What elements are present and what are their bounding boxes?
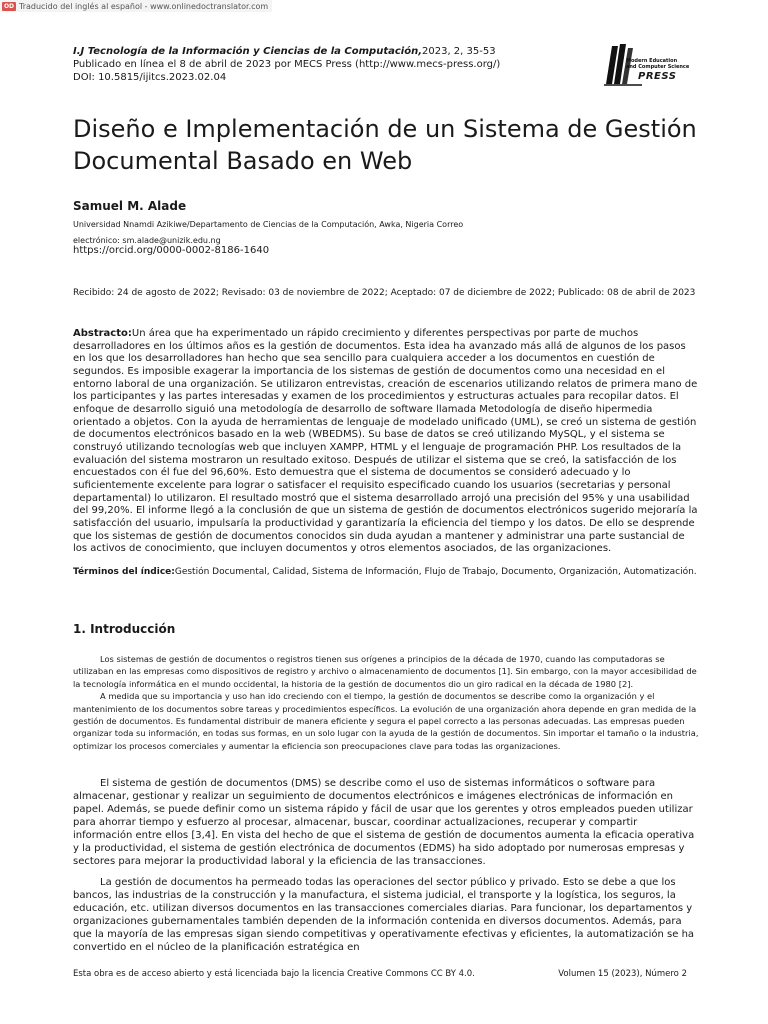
- journal-name: I.J Tecnología de la Información y Ciencias de la Computación,: [73, 46, 422, 57]
- translator-banner[interactable]: [0, 0, 272, 12]
- index-terms: [73, 567, 699, 577]
- logo-press: PRESS: [638, 71, 677, 82]
- intro-paragraph-2: A medida que su importancia y uso han ido creciendo con el tiempo, la gestión de documentos se describe como la organización y el mantenimiento de los documentos sobre tareas y procedimientos específicos. La evolución de una organización ahora depende en gran medida de la gestión de documentos. Es fundamental distribuir de manera eficiente y segura el papel correcto a las personas adecuadas. Las empresas pueden organizar toda su información, en todas sus formas, en un solo lugar con la ayuda de la gestión de documentos. Sin importar el tamaño o la industria, optimizar los procesos comerciales y aumentar la eficiencia son preocupaciones clave para todas las organizaciones.: [73, 691, 699, 751]
- journal-header: [73, 45, 593, 84]
- intro-paragraph-3: El sistema de gestión de documentos (DMS) se describe como el uso de sistemas informáticos o software para almacenar, gestionar y realizar un seguimiento de documentos electrónicos e imágenes electrónicas de información en papel. Además, se puede definir como un sistema rápido y fácil de usar que los gerentes y otros empleados pueden utilizar para ahorrar tiempo y esfuerzo al procesar, almacenar, buscar, coordinar actualizaciones, recuperar y compartir información entre ellos [3,4]. En vista del hecho de que el sistema de gestión de documentos aumenta la eficacia operativa y la productividad, el sistema de gestión electrónica de documentos (EDMS) ha sido adoptado por numerosas empresas y sectores para mejorar la productividad laboral y la eficiencia de las transacciones.: [73, 778, 695, 867]
- intro-paragraph-1: Los sistemas de gestión de documentos o registros tienen sus orígenes a principios de la década de 1970, cuando las computadoras se utilizaban en las empresas como dispositivos de registro y archivo o almacenamiento de documentos [1]. Sin embargo, con la mayor accesibilidad de la tecnología informática en el mundo occidental, la historia de la gestión de documentos dio un giro radical en la década de 1980 [2].: [73, 654, 697, 689]
- footer-license: Esta obra es de acceso abierto y está licenciada bajo la licencia Creative Commons CC BY 4.0.: [73, 969, 475, 979]
- journal-issue: 2023, 2, 35-53: [422, 46, 496, 57]
- translator-banner-text[interactable]: Traducido del inglés al español - www.onlinedoctranslator.com: [19, 1, 269, 11]
- footer-volume: Volumen 15 (2023), Número 2: [558, 969, 687, 979]
- paper-title: Diseño e Implementación de un Sistema de Gestión Documental Basado en Web: [73, 115, 697, 175]
- affiliation-line-1: Universidad Nnamdi Azikiwe/Departamento de Ciencias de la Computación, Awka, Nigeria Correo: [73, 220, 464, 229]
- index-terms-text: Gestión Documental, Calidad, Sistema de Información, Flujo de Trabajo, Documento, Organización, Automatización.: [174, 567, 697, 577]
- intro-small-text-block: [73, 653, 699, 752]
- publication-line: Publicado en línea el 8 de abril de 2023 por MECS Press (http://www.mecs-press.org/): [73, 59, 501, 70]
- logo-text: Modern Education and Computer Science: [626, 58, 690, 70]
- abstract: [73, 328, 699, 556]
- translator-icon: OD: [3, 2, 15, 10]
- author-name: Samuel M. Alade: [73, 199, 187, 213]
- orcid-link[interactable]: https://orcid.org/0000-0002-8186-1640: [73, 245, 270, 256]
- section-heading-introduction: 1. Introducción: [73, 622, 176, 636]
- index-terms-label: Términos del índice:: [73, 567, 175, 577]
- journal-citation: [73, 45, 593, 58]
- mecs-press-logo: [602, 40, 702, 90]
- abstract-text: Un área que ha experimentado un rápido crecimiento y diferentes perspectivas por parte de muchos desarrolladores en los últimos años es la gestión de documentos. Esta idea ha avanzado más allá de algunos de los pasos en los que los desarrolladores han hecho que sea sencillo para cualquiera acceder a los documentos en cuestión de segundos. Es imposible exagerar la importancia de los sistemas de gestión de documentos como una necesidad en el entorno laboral de una organización. Se utilizaron entrevistas, creación de escenarios utilizando relatos de primera mano de los participantes y las partes interesadas y examen de los procedimientos y estructuras actuales para recopilar datos. El enfoque de desarrollo siguió una metodología de desarrollo de software llamada Metodología de diseño hipermedia orientado a objetos. Con la ayuda de herramientas de lenguaje de modelado unificado (UML), se creó un sistema de gestión de documentos electrónicos basado en la web (WBEDMS). Su base de datos se creó utilizando MySQL, y el sistema se construyó utilizando tecnologías web que incluyen XAMPP, HTML y el lenguaje de programación PHP. Los resultados de la evaluación del sistema mostraron un resultado exitoso. Después de utilizar el sistema que se creó, la satisfacción de los encuestados con él fue del 96,60%. Esto demuestra que el sistema de documentos se consideró adecuado y lo suficientemente excelente para lograr o satisfacer el requisito especificado cuando los usuarios (secretarias y personal departamental) lo utilizaron. El resultado mostró que el sistema desarrollado arrojó una precisión del 95% y una usabilidad del 99,20%. El informe llegó a la conclusión de que un sistema de gestión de documentos electrónicos sugerido mejoraría la satisfacción del usuario, impulsaría la productividad y garantizaría la eficiencia del tiempo y los datos. De ello se desprende que los sistemas de gestión de documentos conocidos sin duda ayudan a mantener y administrar una parte sustancial de los activos de conocimiento, que incluyen documentos y otros elementos asociados, de las organizaciones.: [73, 328, 698, 555]
- abstract-label: Abstracto:: [73, 328, 132, 339]
- intro-paragraph-4: La gestión de documentos ha permeado todas las operaciones del sector público y privado. Esto se debe a que los bancos, las industrias de la construcción y la manufactura, el sistema judicial, el transporte y la logística, los seguros, la educación, etc. utilizan diversos documentos en las transacciones comerciales diarias. Para funcionar, los departamentos y organizaciones gubernamentales también dependen de la información contenida en diversos documentos. Además, para que la mayoría de las empresas sigan siendo competitivas y operativamente efectivas y eficientes, la automatización se ha convertido en el núcleo de la planificación estratégica en: [73, 877, 695, 953]
- affiliation-line-2[interactable]: electrónico: sm.alade@unizik.edu.ng: [73, 236, 221, 245]
- doi[interactable]: DOI: 10.5815/ijitcs.2023.02.04: [73, 72, 227, 83]
- publication-dates: Recibido: 24 de agosto de 2022; Revisado: 03 de noviembre de 2022; Aceptado: 07 de diciembre de 2022; Publicado: 08 de abril de 2023: [73, 288, 696, 298]
